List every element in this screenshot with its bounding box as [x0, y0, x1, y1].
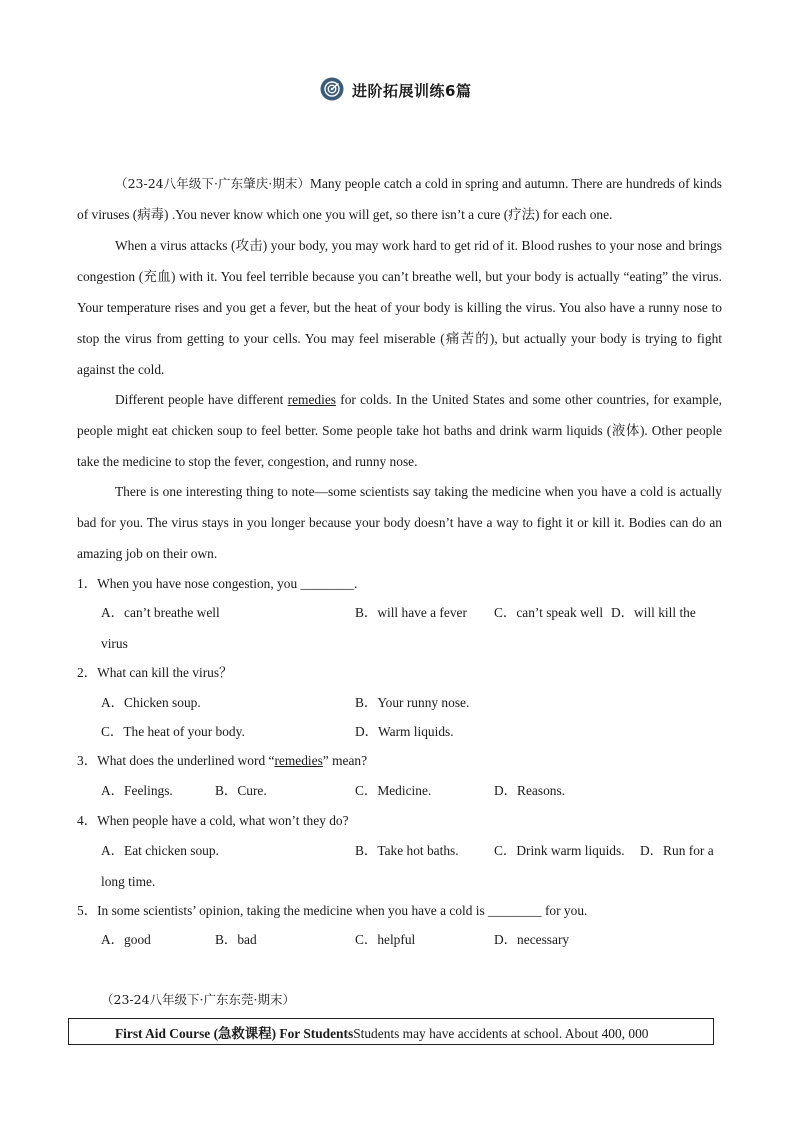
question-3-option-d[interactable]: D．Reasons. [494, 783, 566, 798]
question-1-option-d-continued: virus [101, 636, 128, 651]
underlined-word: remedies [287, 392, 336, 407]
target-icon [320, 77, 344, 101]
question-5-option-b[interactable]: B．bad [215, 932, 257, 947]
passage1-paragraph-1 [77, 168, 722, 230]
passage2-box-title: First Aid Course (急救课程) For Students [115, 1026, 354, 1041]
question-2-stem: 2．What can kill the virus？ [77, 665, 233, 680]
question-5-option-d[interactable]: D．necessary [494, 932, 570, 947]
question-2-option-c[interactable]: C．The heat of your body. [101, 724, 245, 739]
question-3-option-c[interactable]: C．Medicine. [355, 783, 432, 798]
question-4-option-a[interactable]: A．Eat chicken soup. [101, 843, 219, 858]
question-5-option-a[interactable]: A．good [101, 932, 151, 947]
passage2-box [68, 1018, 714, 1045]
question-3-option-a[interactable]: A．Feelings. [101, 783, 173, 798]
question-2-option-b[interactable]: B．Your runny nose. [355, 695, 470, 710]
question-4-option-d[interactable]: D．Run for a [640, 843, 714, 858]
page-title: 进阶拓展训练6篇 [352, 82, 472, 100]
question-1-option-d[interactable]: D．will kill the [611, 605, 696, 620]
question-3-option-b[interactable]: B．Cure. [215, 783, 267, 798]
question-3-stem [77, 751, 367, 771]
question-5-option-c[interactable]: C．helpful [355, 932, 416, 947]
question-1-option-c[interactable]: C．can’t speak well [494, 605, 604, 620]
question-3-underlined-word: remedies [274, 753, 323, 768]
passage2-box-text [115, 1023, 648, 1042]
question-4-option-c[interactable]: C．Drink warm liquids. [494, 843, 625, 858]
question-2-option-d[interactable]: D．Warm liquids. [355, 724, 454, 739]
paragraph-3-part-b: for colds. In the United States and some other countries, for example, people might eat chicken soup to feel better. Some people take hot baths and drink warm liquids (液体). Other people take the medicine to stop the fever, congestion, and runny nose. [77, 392, 722, 469]
passage1-paragraph-1-text: Many people catch a cold in spring and autumn. There are hundreds of kinds of viruses (病毒) .You never know which one you will get, so there isn’t a cure (疗法) for each one. [77, 176, 722, 222]
passage2-source: （23-24八年级下·广东东莞·期末） [101, 992, 295, 1007]
passage1-paragraph-4: There is one interesting thing to note—some scientists say taking the medicine when you have a cold is actually bad for you. The virus stays in you longer because your body doesn’t have a way to fight it or kill it. Bodies can do an amazing job on their own. [77, 484, 722, 561]
question-4-option-d-continued: long time. [101, 874, 156, 889]
question-3-stem-part-b: ” mean? [322, 753, 368, 768]
passage1-paragraph-3 [77, 384, 722, 477]
question-5-stem: 5．In some scientists’ opinion, taking the medicine when you have a cold is ________ for you. [77, 903, 588, 918]
question-1-option-a[interactable]: A．can’t breathe well [101, 605, 220, 620]
question-4-option-b[interactable]: B．Take hot baths. [355, 843, 459, 858]
passage2-box-body: Students may have accidents at school. About 400, 000 [353, 1026, 649, 1041]
question-2-option-a[interactable]: A．Chicken soup. [101, 695, 201, 710]
question-1-option-b[interactable]: B．will have a fever [355, 605, 467, 620]
question-4-stem: 4．When people have a cold, what won’t they do? [77, 813, 349, 828]
question-3-stem-part-a: 3．What does the underlined word “ [77, 753, 275, 768]
passage1-paragraph-2: When a virus attacks (攻击) your body, you may work hard to get rid of it. Blood rushes to your nose and brings congestion (充血) with it. You feel terrible because you can’t breathe well, but your body is actually “eating” the virus. Your temperature rises and you get a fever, but the heat of your body is killing the virus. You also have a runny nose to stop the virus from getting to your cells. You may feel miserable (痛苦的), but actually your body is trying to fight against the cold. [77, 238, 722, 377]
question-1-stem: 1．When you have nose congestion, you ________. [77, 576, 358, 591]
paragraph-3-part-a: Different people have different [115, 392, 288, 407]
page-header [0, 77, 800, 103]
passage1-source: （23-24八年级下·广东肇庆·期末） [115, 176, 311, 191]
